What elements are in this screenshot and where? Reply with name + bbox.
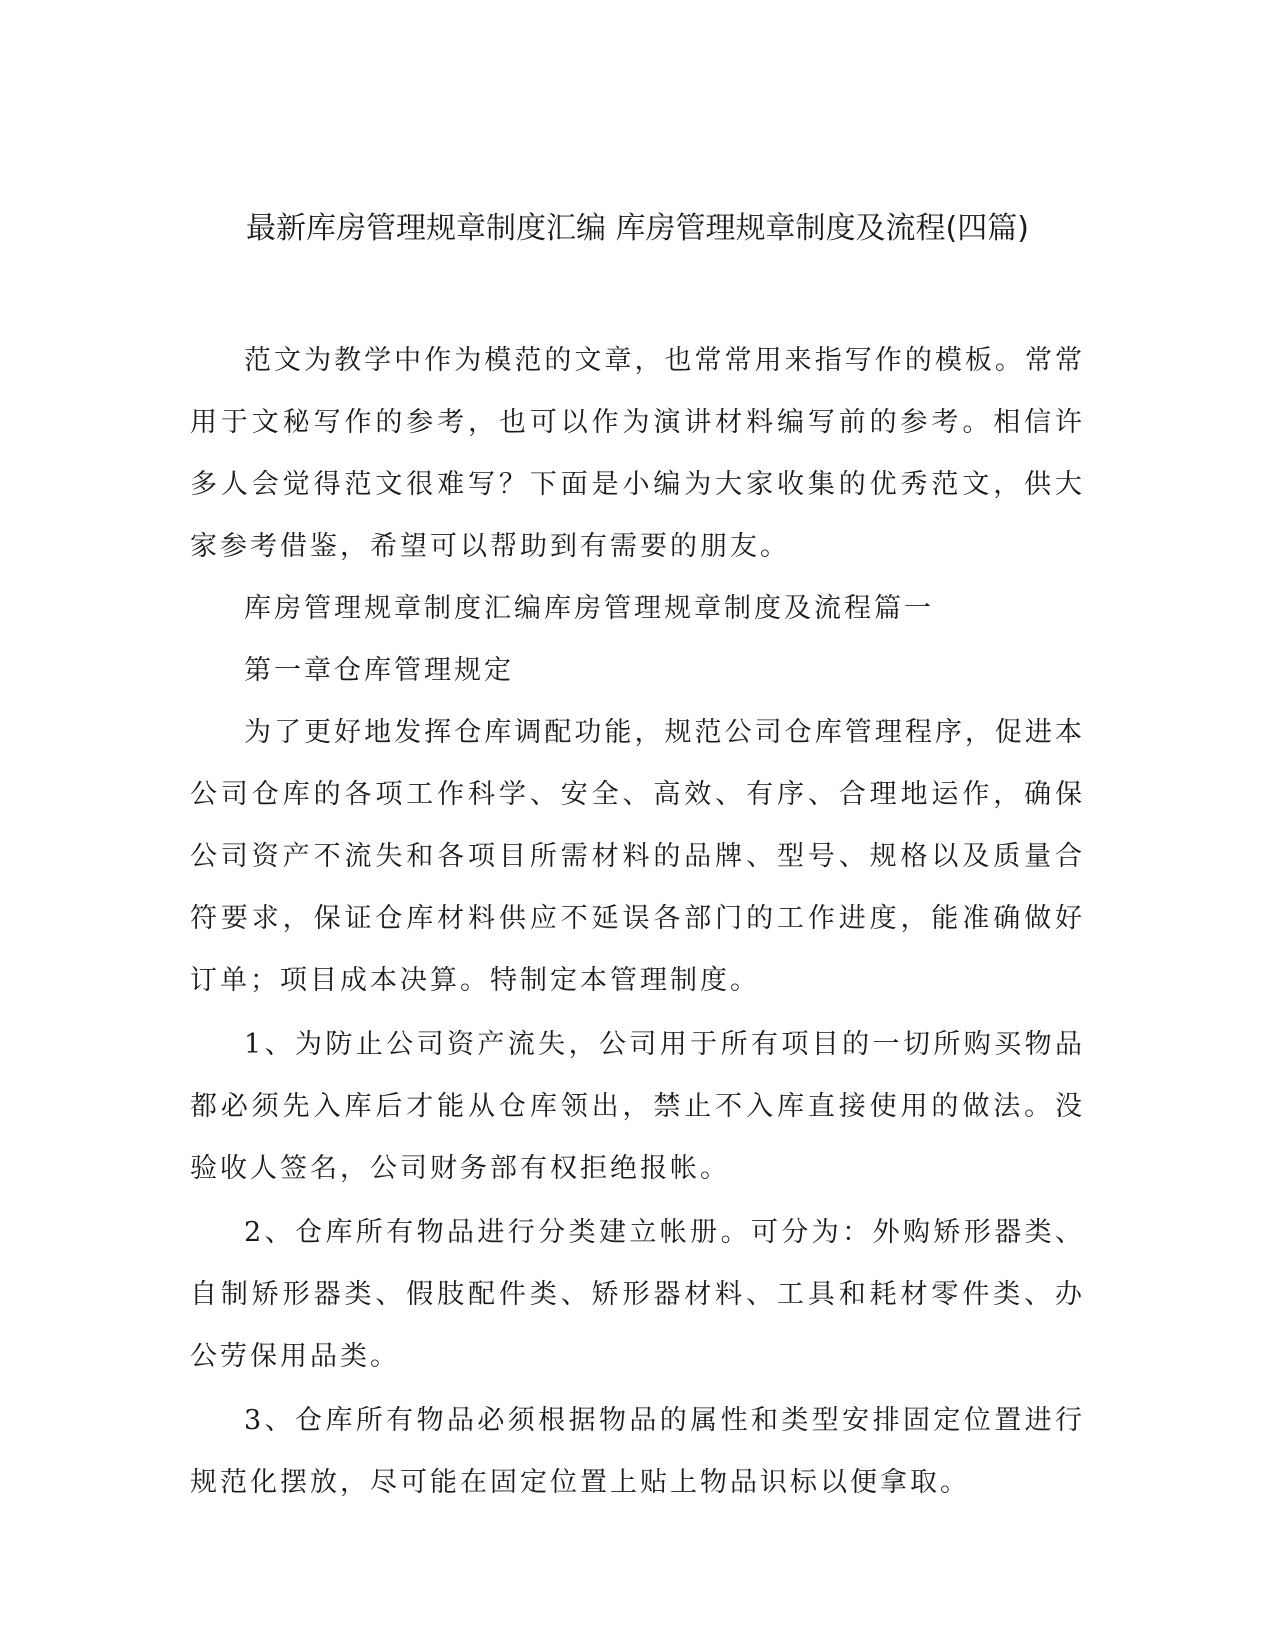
rule-item-1: 1、为防止公司资产流失，公司用于所有项目的一切所购买物品都必须先入库后才能从仓库领出，禁止不入库直接使用的做法。没验收人签名，公司财务部有权拒绝报帐。	[190, 1029, 1085, 1184]
purpose-paragraph: 为了更好地发挥仓库调配功能，规范公司仓库管理程序，促进本公司仓库的各项工作科学、安全、高效、有序、合理地运作，确保公司资产不流失和各项目所需材料的品牌、型号、规格以及质量合符要求，保证仓库材料供应不延误各部门的工作进度，能准确做好订单；项目成本决算。特制定本管理制度。	[190, 717, 1085, 996]
rule-item-3: 3、仓库所有物品必须根据物品的属性和类型安排固定位置进行规范化摆放，尽可能在固定位置上贴上物品识标以便拿取。	[190, 1405, 1085, 1498]
section-heading: 库房管理规章制度汇编库房管理规章制度及流程篇一	[244, 593, 934, 624]
document-title: 最新库房管理规章制度汇编 库房管理规章制度及流程(四篇)	[246, 211, 1029, 246]
intro-paragraph: 范文为教学中作为模范的文章，也常常用来指写作的模板。常常用于文秘写作的参考，也可以作为演讲材料编写前的参考。相信许多人会觉得范文很难写？下面是小编为大家收集的优秀范文，供大家参考借鉴，希望可以帮助到有需要的朋友。	[190, 345, 1085, 562]
document-body	[190, 330, 1085, 1514]
chapter-heading: 第一章仓库管理规定	[244, 655, 514, 686]
rule-item-2: 2、仓库所有物品进行分类建立帐册。可分为：外购矫形器类、自制矫形器类、假肢配件类、矫形器材料、工具和耗材零件类、办公劳保用品类。	[190, 1217, 1085, 1372]
